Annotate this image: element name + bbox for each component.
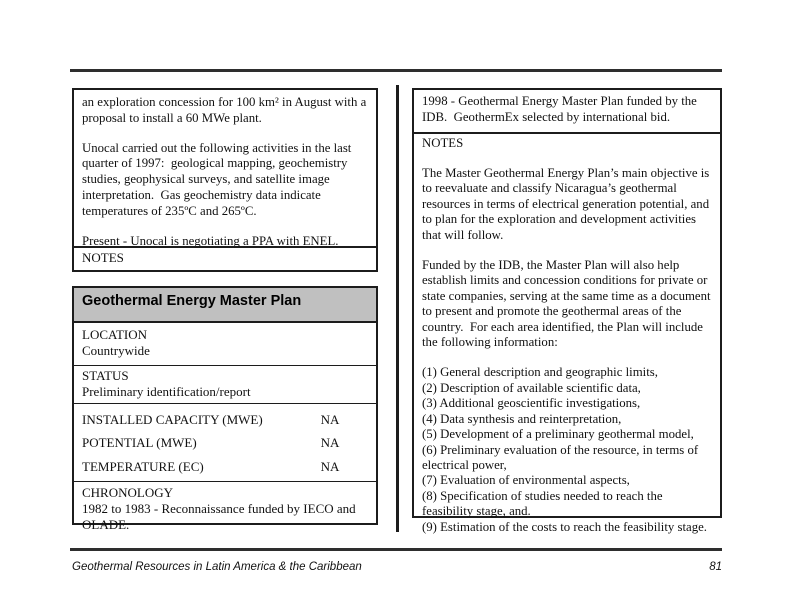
notes-paragraph: The Master Geothermal Energy Plan’s main objective is to reevaluate and classify Nicaragua’s geothermal resources in terms of electrical generation potential, and to plan for the exploration and development activities that will follow.: [422, 166, 713, 242]
footer-document-title: Geothermal Resources in Latin America & the Caribbean: [72, 561, 362, 573]
column-divider: [396, 85, 399, 532]
status-value: Preliminary identification/report: [82, 384, 251, 399]
list-item: (9) Estimation of the costs to reach the feasibility stage.: [422, 519, 708, 534]
installed-capacity-label: INSTALLED CAPACITY (MWE): [82, 411, 263, 427]
page-number: 81: [709, 561, 722, 573]
list-item: (1) General description and geographic limits,: [422, 365, 658, 380]
master-plan-notes-box: [412, 88, 722, 534]
list-item: (8) Specification of studies needed to reach the feasibility stage, and.: [422, 488, 666, 519]
chronology-label: CHRONOLOGY: [82, 484, 173, 500]
chronology-value: 1982 to 1983 - Reconnaissance funded by IECO and OLADE.: [82, 500, 356, 532]
potential-value: NA: [320, 435, 340, 451]
master-plan-table: [72, 286, 378, 532]
notes-row-label: NOTES: [74, 246, 376, 270]
location-label: LOCATION: [82, 327, 147, 342]
potential-label: POTENTIAL (MWE): [82, 435, 197, 451]
list-item: (3) Additional geoscientific investigations,: [422, 396, 641, 411]
top-rule: [70, 69, 722, 72]
status-cell: [74, 366, 376, 404]
table-row: [82, 408, 368, 432]
table-title: Geothermal Energy Master Plan: [74, 288, 376, 323]
list-item: (5) Development of a preliminary geothermal model,: [422, 427, 694, 442]
list-item: (7) Evaluation of environmental aspects,: [422, 473, 630, 488]
temperature-label: TEMPERATURE (EC): [82, 458, 204, 474]
table-row: [82, 432, 368, 456]
chronology-cell: [74, 482, 376, 536]
capacity-stats-cell: [74, 404, 376, 482]
project-description-box: [72, 88, 378, 272]
list-item: (4) Data synthesis and reinterpretation,: [422, 411, 622, 426]
project-paragraph: Present - Unocal is negotiating a PPA with ENEL.: [82, 233, 339, 248]
project-paragraph: Unocal carried out the following activities in the last quarter of 1997: geological mapping, geochemistry studies, geophysical surveys, and satellite image interpretation. Gas geochemistry data indicate temperatures of 235ºC and 265ºC.: [82, 140, 355, 218]
list-item: (2) Description of available scientific data,: [422, 380, 641, 395]
funding-intro: 1998 - Geothermal Energy Master Plan funded by the IDB. GeothermEx selected by international bid.: [414, 90, 720, 134]
plan-information-list: [422, 365, 712, 534]
bottom-rule: [70, 548, 722, 551]
location-value: Countrywide: [82, 343, 150, 358]
project-paragraph: an exploration concession for 100 km² in August with a proposal to install a 60 MWe plant.: [82, 95, 370, 125]
list-item: (6) Preliminary evaluation of the resource, in terms of electrical power,: [422, 442, 702, 472]
temperature-value: NA: [320, 458, 340, 474]
notes-label: NOTES: [422, 135, 464, 150]
table-row: [82, 455, 368, 479]
notes-body: [414, 134, 720, 535]
location-cell: [74, 323, 376, 366]
notes-paragraph: Funded by the IDB, the Master Plan will also help establish limits and concession conditions for private or state companies, serving at the same time as a document to present and promote the geothermal areas of the country. For each area identified, the Plan will include the following information:: [422, 258, 714, 350]
installed-capacity-value: NA: [320, 411, 340, 427]
status-label: STATUS: [82, 368, 129, 383]
project-description-body: [74, 90, 376, 249]
